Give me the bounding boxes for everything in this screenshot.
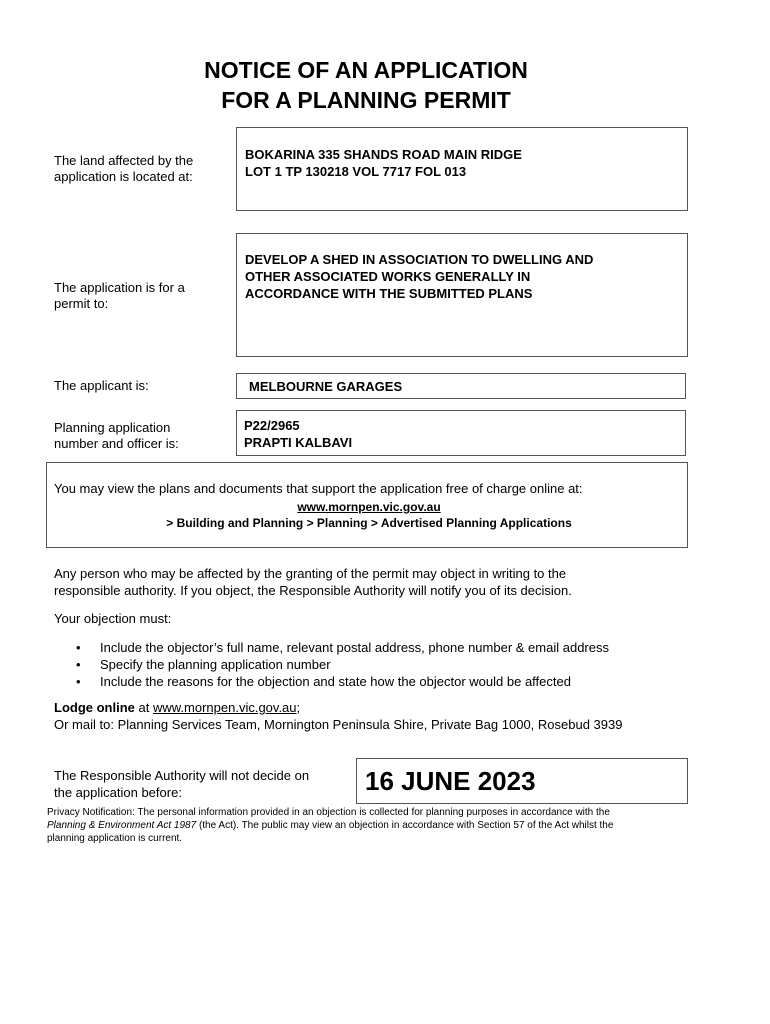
application-number-box	[236, 410, 686, 456]
list-item: • Include the objector’s full name, relevant postal address, phone number & email address	[76, 640, 609, 655]
page-title	[0, 55, 732, 115]
purpose-line: OTHER ASSOCIATED WORKS GENERALLY IN	[245, 269, 531, 284]
page-title-line1: NOTICE OF AN APPLICATION	[204, 57, 528, 83]
council-website-link[interactable]: www.mornpen.vic.gov.au	[297, 500, 441, 514]
lodge-section: Lodge online at www.mornpen.vic.gov.au; Or mail to: Planning Services Team, Mornington Peninsula Shire, Private Bag 1000, Rosebud 3939	[54, 700, 623, 732]
view-online-text: You may view the plans and documents that support the application free of charge online at:	[54, 481, 583, 496]
land-label: The land affected by the application is located at:	[54, 153, 194, 184]
purpose-line: DEVELOP A SHED IN ASSOCIATION TO DWELLING AND	[245, 252, 594, 267]
page-title-line2: FOR A PLANNING PERMIT	[221, 87, 511, 113]
view-online-box	[46, 462, 688, 548]
applicant-label: The applicant is:	[54, 378, 149, 393]
purpose-line: ACCORDANCE WITH THE SUBMITTED PLANS	[245, 286, 533, 301]
objection-intro: Any person who may be affected by the granting of the permit may object in writing to the responsible authority. If you object, the Responsible Authority will notify you of its decision.	[54, 566, 572, 598]
purpose-label: The application is for a permit to:	[54, 280, 185, 311]
navigation-path: > Building and Planning > Planning > Advertised Planning Applications	[166, 516, 572, 530]
deadline-label: The Responsible Authority will not decide on the application before:	[54, 768, 310, 800]
planning-officer: PRAPTI KALBAVI	[244, 435, 353, 450]
applicant-value: MELBOURNE GARAGES	[249, 379, 403, 394]
objection-must: Your objection must:	[54, 611, 172, 626]
privacy-notification: Privacy Notification: The personal information provided in an objection is collected for planning purposes in accordance with the Planning & Environment Act 1987 (the Act). The public may view an objection in accordance with Section 57 of the Act whilst the planning application is current.	[47, 807, 614, 844]
lodge-online-label: Lodge online	[54, 700, 135, 715]
application-number: P22/2965	[244, 418, 300, 433]
land-address: BOKARINA 335 SHANDS ROAD MAIN RIDGE	[245, 147, 522, 162]
land-box	[236, 127, 688, 211]
act-name: Planning & Environment Act 1987	[47, 820, 197, 831]
purpose-box	[236, 233, 688, 357]
objection-requirements-list	[54, 639, 734, 690]
lodge-mail: Or mail to: Planning Services Team, Mornington Peninsula Shire, Private Bag 1000, Rosebud 3939	[54, 717, 623, 732]
deadline-date: 16 JUNE 2023	[365, 766, 536, 796]
lodge-online-link[interactable]: www.mornpen.vic.gov.au	[152, 700, 297, 715]
application-number-label: Planning application number and officer is:	[54, 420, 179, 451]
list-item: • Include the reasons for the objection and state how the objector would be affected	[76, 674, 571, 689]
applicant-box	[236, 373, 686, 399]
list-item: • Specify the planning application number	[76, 657, 331, 672]
deadline-box	[356, 758, 688, 804]
land-title-ref: LOT 1 TP 130218 VOL 7717 FOL 013	[245, 164, 467, 179]
